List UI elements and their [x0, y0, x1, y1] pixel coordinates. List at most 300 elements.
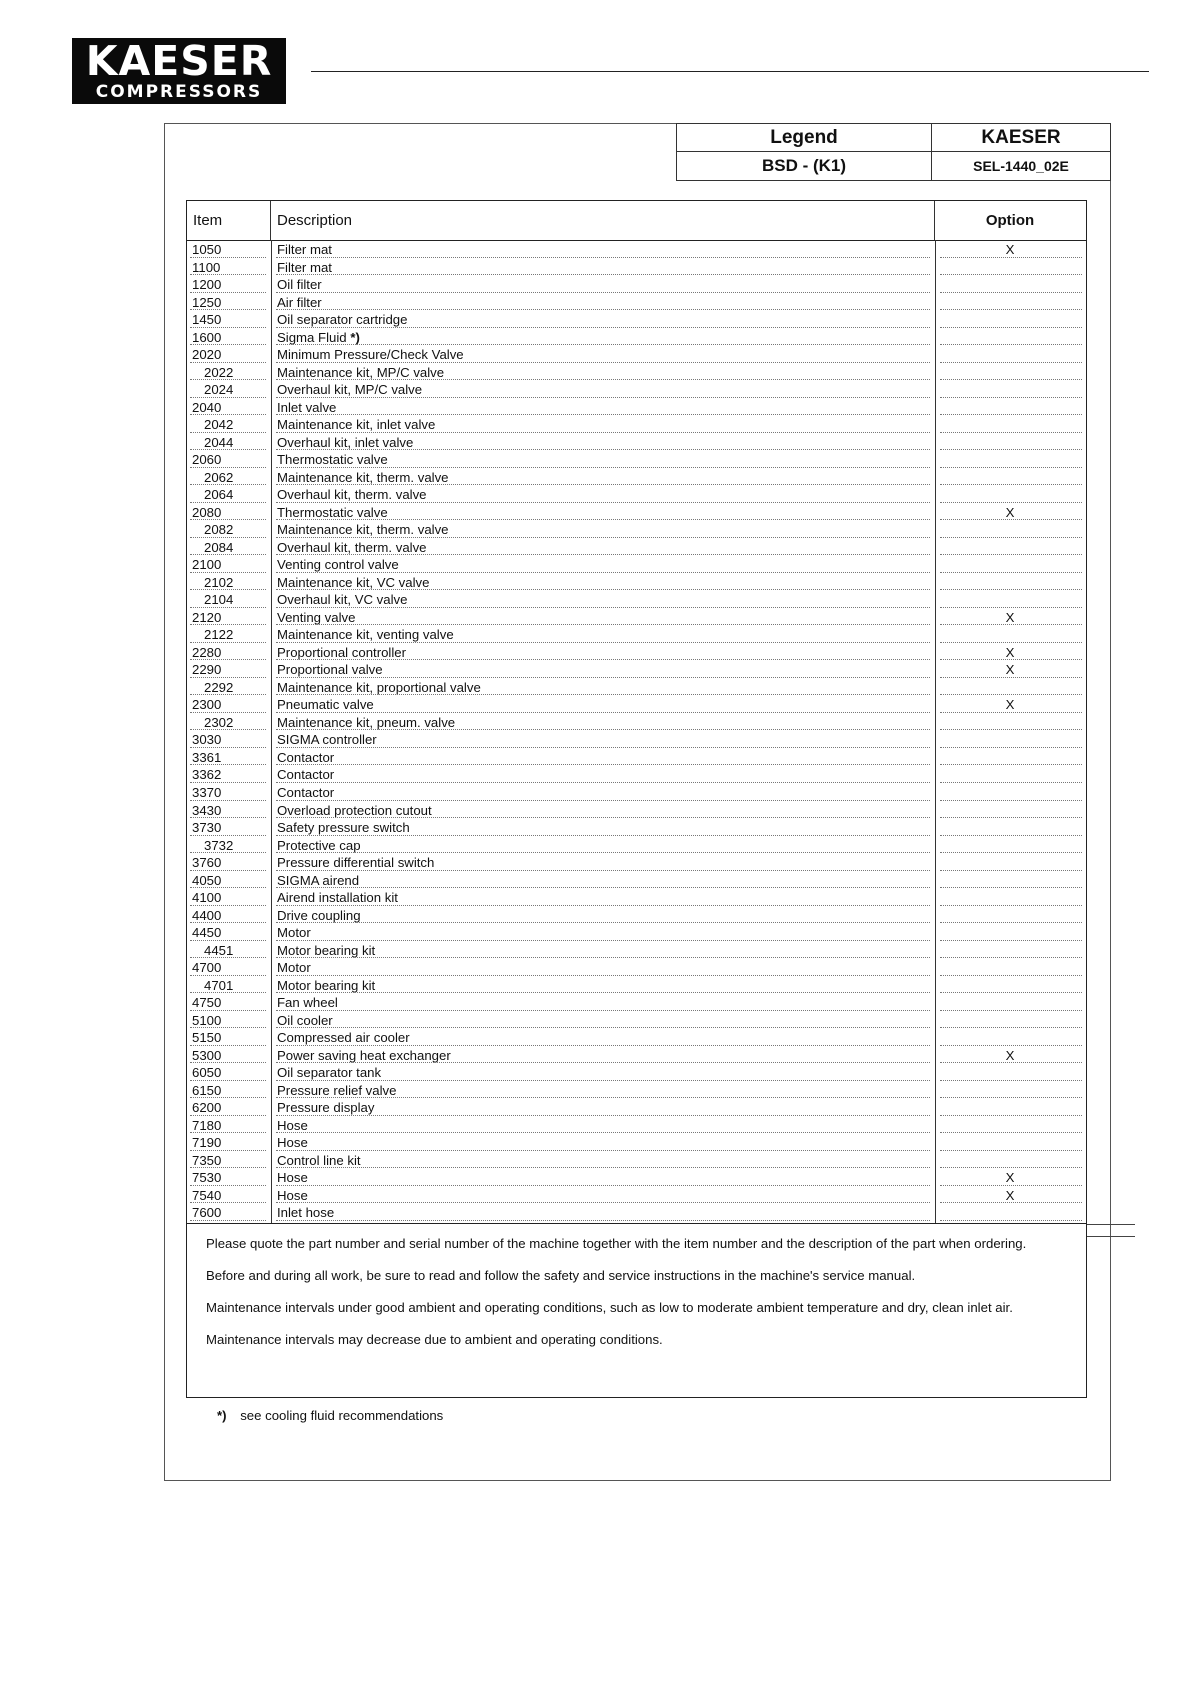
item-description	[277, 1152, 361, 1169]
row-rule	[190, 887, 266, 888]
item-number: 3030	[192, 732, 222, 748]
row-rule	[276, 554, 930, 555]
description-text: Minimum Pressure/Check Valve	[277, 347, 464, 363]
description-text: Proportional controller	[277, 644, 407, 660]
table-row	[187, 364, 1086, 382]
item-number: 1050	[192, 242, 222, 257]
item-description	[277, 416, 435, 433]
description-text: Fan wheel	[277, 995, 338, 1011]
row-rule	[276, 852, 930, 853]
row-rule	[940, 414, 1082, 415]
row-rule	[940, 1167, 1082, 1168]
table-row	[187, 416, 1086, 434]
item-description	[277, 1082, 396, 1099]
description-text: Sigma Fluid	[277, 329, 347, 345]
row-rule	[940, 344, 1082, 345]
item-description	[277, 714, 455, 731]
item-description	[277, 784, 334, 801]
table-row	[187, 731, 1086, 749]
item-number: 3361	[192, 749, 222, 765]
row-rule	[190, 327, 266, 328]
item-number: 1200	[192, 277, 222, 293]
item-description	[277, 609, 355, 626]
row-rule	[940, 1132, 1082, 1133]
row-rule	[276, 1150, 930, 1151]
item-description	[277, 556, 399, 573]
description-text: Contactor	[277, 784, 335, 800]
row-rule	[276, 607, 930, 608]
legend-brand: KAESER	[932, 124, 1110, 152]
description-text: Pressure display	[277, 1100, 375, 1116]
row-rule	[190, 1202, 266, 1203]
item-description	[277, 1134, 308, 1151]
header-item: Item	[187, 201, 271, 240]
item-number: 2080	[192, 504, 222, 520]
row-rule	[940, 694, 1082, 695]
table-row	[187, 889, 1086, 907]
description-text: Oil cooler	[277, 1012, 333, 1028]
row-rule	[276, 782, 930, 783]
item-description	[277, 311, 407, 328]
description-text: Venting valve	[277, 609, 356, 625]
logo-top-text: KAESER	[85, 37, 273, 85]
row-rule	[190, 1220, 266, 1221]
row-rule	[190, 905, 266, 906]
note-decrease: Maintenance intervals may decrease due to ambient and operating conditions.	[206, 1332, 663, 1347]
item-number: 5150	[192, 1030, 222, 1046]
row-rule	[940, 257, 1082, 258]
item-description	[277, 469, 449, 486]
row-rule	[190, 379, 266, 380]
item-description	[277, 644, 406, 661]
description-text: Overhaul kit, therm. valve	[277, 487, 427, 503]
option-mark: X	[1005, 644, 1015, 660]
row-rule	[190, 817, 266, 818]
row-rule	[276, 432, 930, 433]
row-rule	[276, 677, 930, 678]
row-rule	[276, 449, 930, 450]
description-text: Protective cap	[277, 837, 361, 853]
item-description	[277, 872, 359, 889]
row-rule	[190, 502, 266, 503]
footnote-ref: *)	[350, 329, 360, 345]
row-rule	[276, 870, 930, 871]
item-description	[277, 1064, 381, 1081]
item-number: 5100	[192, 1012, 222, 1028]
row-rule	[190, 257, 266, 258]
row-rule	[276, 572, 930, 573]
parts-table	[186, 200, 1087, 1224]
item-description	[277, 959, 311, 976]
row-rule	[940, 1115, 1082, 1116]
description-text: Overhaul kit, therm. valve	[277, 539, 427, 555]
item-description	[277, 1187, 308, 1204]
item-description	[277, 766, 334, 783]
item-description	[277, 276, 322, 293]
item-description	[277, 346, 464, 363]
description-text: Safety pressure switch	[277, 820, 410, 836]
row-rule	[940, 870, 1082, 871]
description-text: Inlet hose	[277, 1205, 335, 1221]
item-description	[277, 539, 427, 556]
note-intervals: Maintenance intervals under good ambient and operating conditions, such as low to moderate ambient temperature and dry, clean inlet air.	[206, 1300, 1013, 1315]
item-description	[277, 1012, 333, 1029]
row-rule	[940, 905, 1082, 906]
row-rule	[190, 870, 266, 871]
description-text: Motor	[277, 960, 311, 976]
row-rule	[276, 764, 930, 765]
table-row	[187, 1134, 1086, 1152]
description-text: Power saving heat exchanger	[277, 1047, 451, 1063]
row-rule	[276, 1185, 930, 1186]
item-description	[277, 802, 432, 819]
item-number: 2084	[204, 539, 234, 555]
row-rule	[940, 957, 1082, 958]
item-description	[277, 1029, 410, 1046]
description-text: Motor	[277, 925, 311, 941]
row-rule	[190, 712, 266, 713]
item-number: 5300	[192, 1047, 222, 1063]
row-rule	[190, 362, 266, 363]
option-mark: X	[1005, 242, 1015, 257]
option-mark: X	[1005, 1170, 1015, 1186]
table-row	[187, 626, 1086, 644]
item-number: 2024	[204, 382, 234, 398]
item-number: 2302	[204, 714, 234, 730]
table-row	[187, 311, 1086, 329]
item-number: 7350	[192, 1152, 222, 1168]
description-text: Hose	[277, 1135, 308, 1151]
table-row	[187, 1117, 1086, 1135]
description-text: Maintenance kit, VC valve	[277, 574, 430, 590]
row-rule	[940, 817, 1082, 818]
row-rule	[190, 1185, 266, 1186]
row-rule	[276, 467, 930, 468]
description-text: Overhaul kit, inlet valve	[277, 434, 414, 450]
item-number: 4750	[192, 995, 222, 1011]
description-text: Compressed air cooler	[277, 1030, 410, 1046]
item-description	[277, 907, 361, 924]
item-description	[277, 626, 454, 643]
row-rule	[940, 589, 1082, 590]
description-text: Oil separator cartridge	[277, 312, 408, 328]
item-number: 2300	[192, 697, 222, 713]
table-row	[187, 661, 1086, 679]
item-description	[277, 381, 422, 398]
item-number: 2082	[204, 522, 234, 538]
table-row	[187, 1082, 1086, 1100]
row-rule	[190, 344, 266, 345]
row-rule	[276, 309, 930, 310]
row-rule	[940, 922, 1082, 923]
table-row	[187, 959, 1086, 977]
item-description	[277, 399, 336, 416]
row-rule	[276, 712, 930, 713]
row-rule	[940, 1062, 1082, 1063]
item-description	[277, 294, 322, 311]
item-number: 2020	[192, 347, 222, 363]
table-row	[187, 766, 1086, 784]
description-text: SIGMA airend	[277, 872, 360, 888]
note-ordering: Please quote the part number and serial number of the machine together with the item number and the description of the part when ordering.	[206, 1236, 1027, 1251]
row-rule	[190, 1115, 266, 1116]
row-rule	[940, 940, 1082, 941]
table-row	[187, 469, 1086, 487]
description-text: Contactor	[277, 749, 335, 765]
item-description	[277, 434, 413, 451]
row-rule	[190, 975, 266, 976]
table-row	[187, 854, 1086, 872]
item-number: 4400	[192, 907, 222, 923]
row-rule	[190, 835, 266, 836]
row-rule	[190, 1167, 266, 1168]
item-number: 1600	[192, 329, 222, 345]
row-rule	[190, 992, 266, 993]
item-description	[277, 1047, 451, 1064]
legend-box	[676, 123, 1111, 181]
description-text: Venting control valve	[277, 557, 399, 573]
row-rule	[940, 327, 1082, 328]
item-number: 4450	[192, 925, 222, 941]
option-mark: X	[1005, 504, 1015, 520]
item-description	[277, 504, 388, 521]
header-rule	[311, 71, 1149, 72]
row-rule	[190, 694, 266, 695]
description-text: Oil separator tank	[277, 1065, 382, 1081]
description-text: Motor bearing kit	[277, 977, 376, 993]
description-text: Airend installation kit	[277, 890, 398, 906]
item-number: 3430	[192, 802, 222, 818]
item-description	[277, 1204, 334, 1221]
row-rule	[276, 362, 930, 363]
item-description	[277, 942, 375, 959]
table-row	[187, 1187, 1086, 1205]
row-rule	[190, 397, 266, 398]
description-text: Maintenance kit, pneum. valve	[277, 714, 456, 730]
row-rule	[190, 519, 266, 520]
option-mark: X	[1005, 1047, 1015, 1063]
item-description	[277, 521, 449, 538]
item-number: 2022	[204, 364, 234, 380]
table-row	[187, 346, 1086, 364]
item-number: 6150	[192, 1082, 222, 1098]
row-rule	[190, 659, 266, 660]
row-rule	[940, 1045, 1082, 1046]
row-rule	[940, 274, 1082, 275]
row-rule	[190, 1062, 266, 1063]
row-rule	[276, 1062, 930, 1063]
row-rule	[276, 747, 930, 748]
row-rule	[940, 554, 1082, 555]
row-rule	[940, 782, 1082, 783]
row-rule	[940, 1010, 1082, 1011]
table-row	[187, 837, 1086, 855]
item-number: 2064	[204, 487, 234, 503]
option-mark: X	[1005, 1187, 1015, 1203]
footnote	[217, 1408, 443, 1423]
row-rule	[940, 1080, 1082, 1081]
item-number: 2280	[192, 644, 222, 660]
item-number: 2044	[204, 434, 234, 450]
item-description	[277, 241, 332, 258]
description-text: Drive coupling	[277, 907, 361, 923]
item-description	[277, 1099, 374, 1116]
row-rule	[940, 1097, 1082, 1098]
row-rule	[190, 484, 266, 485]
row-rule	[276, 992, 930, 993]
row-rule	[190, 940, 266, 941]
row-rule	[940, 309, 1082, 310]
row-rule	[276, 1115, 930, 1116]
table-row	[187, 609, 1086, 627]
item-number: 1450	[192, 312, 222, 328]
row-rule	[940, 992, 1082, 993]
description-text: Air filter	[277, 294, 322, 310]
description-text: Thermostatic valve	[277, 452, 388, 468]
row-rule	[940, 659, 1082, 660]
description-text: Maintenance kit, inlet valve	[277, 417, 436, 433]
row-rule	[190, 537, 266, 538]
row-rule	[940, 1185, 1082, 1186]
note-safety: Before and during all work, be sure to read and follow the safety and service instructions in the machine's service manual.	[206, 1268, 916, 1283]
row-rule	[276, 502, 930, 503]
row-rule	[276, 624, 930, 625]
row-rule	[940, 800, 1082, 801]
description-text: Motor bearing kit	[277, 942, 376, 958]
row-rule	[276, 887, 930, 888]
row-rule	[940, 677, 1082, 678]
row-rule	[276, 1202, 930, 1203]
description-text: Hose	[277, 1170, 308, 1186]
row-rule	[276, 1220, 930, 1221]
row-rule	[276, 1097, 930, 1098]
row-rule	[276, 292, 930, 293]
row-rule	[190, 1132, 266, 1133]
row-rule	[190, 1150, 266, 1151]
row-rule	[190, 922, 266, 923]
description-text: Oil filter	[277, 277, 322, 293]
row-rule	[940, 1202, 1082, 1203]
kaeser-logo	[72, 38, 286, 104]
legend-code: SEL-1440_02E	[973, 158, 1069, 174]
item-number: 7540	[192, 1187, 222, 1203]
header-description: Description	[271, 201, 935, 240]
row-rule	[190, 414, 266, 415]
row-rule	[940, 642, 1082, 643]
item-description	[277, 329, 360, 346]
row-rule	[940, 449, 1082, 450]
row-rule	[940, 607, 1082, 608]
description-text: Inlet valve	[277, 399, 337, 415]
row-rule	[940, 764, 1082, 765]
row-rule	[276, 817, 930, 818]
item-description	[277, 661, 383, 678]
row-rule	[190, 607, 266, 608]
item-number: 6200	[192, 1100, 222, 1116]
table-row	[187, 556, 1086, 574]
row-rule	[940, 572, 1082, 573]
item-number: 2062	[204, 469, 234, 485]
row-rule	[190, 572, 266, 573]
table-row	[187, 504, 1086, 522]
footnote-mark: *)	[217, 1408, 227, 1423]
row-rule	[276, 1010, 930, 1011]
row-rule	[940, 467, 1082, 468]
item-description	[277, 259, 332, 276]
table-row	[187, 434, 1086, 452]
item-description	[277, 486, 427, 503]
item-number: 4700	[192, 960, 222, 976]
description-text: SIGMA controller	[277, 732, 377, 748]
description-text: Maintenance kit, therm. valve	[277, 469, 449, 485]
table-row	[187, 241, 1086, 259]
row-rule	[190, 624, 266, 625]
row-rule	[940, 747, 1082, 748]
description-text: Filter mat	[277, 242, 332, 257]
legend-model: BSD - (K1)	[677, 152, 932, 180]
row-rule	[190, 747, 266, 748]
table-row	[187, 1029, 1086, 1047]
item-number: 3370	[192, 784, 222, 800]
table-row	[187, 696, 1086, 714]
table-row	[187, 591, 1086, 609]
description-text: Overhaul kit, MP/C valve	[277, 382, 423, 398]
option-mark: X	[1005, 662, 1015, 678]
table-row	[187, 276, 1086, 294]
row-rule	[190, 467, 266, 468]
row-rule	[190, 309, 266, 310]
row-rule	[276, 274, 930, 275]
row-rule	[940, 379, 1082, 380]
row-rule	[190, 589, 266, 590]
table-row	[187, 1012, 1086, 1030]
row-rule	[276, 940, 930, 941]
item-description	[277, 749, 334, 766]
table-row	[187, 329, 1086, 347]
item-number: 2292	[204, 679, 234, 695]
row-rule	[940, 519, 1082, 520]
row-rule	[940, 502, 1082, 503]
footnote-text: see cooling fluid recommendations	[240, 1408, 444, 1423]
item-number: 2120	[192, 609, 222, 625]
legend-title: Legend	[677, 124, 932, 152]
row-rule	[940, 432, 1082, 433]
item-number: 2040	[192, 399, 222, 415]
row-rule	[940, 1220, 1082, 1221]
row-rule	[276, 835, 930, 836]
table-row	[187, 574, 1086, 592]
description-text: Control line kit	[277, 1152, 361, 1168]
row-rule	[190, 957, 266, 958]
row-rule	[276, 957, 930, 958]
side-rule	[1087, 1224, 1135, 1225]
row-rule	[276, 327, 930, 328]
item-description	[277, 819, 410, 836]
row-rule	[190, 677, 266, 678]
table-row	[187, 872, 1086, 890]
row-rule	[276, 694, 930, 695]
row-rule	[276, 975, 930, 976]
row-rule	[276, 379, 930, 380]
row-rule	[276, 1132, 930, 1133]
description-text: Maintenance kit, venting valve	[277, 627, 454, 643]
row-rule	[276, 729, 930, 730]
item-description	[277, 591, 407, 608]
description-text: Filter mat	[277, 259, 332, 275]
description-text: Contactor	[277, 767, 335, 783]
table-row	[187, 679, 1086, 697]
row-rule	[276, 659, 930, 660]
